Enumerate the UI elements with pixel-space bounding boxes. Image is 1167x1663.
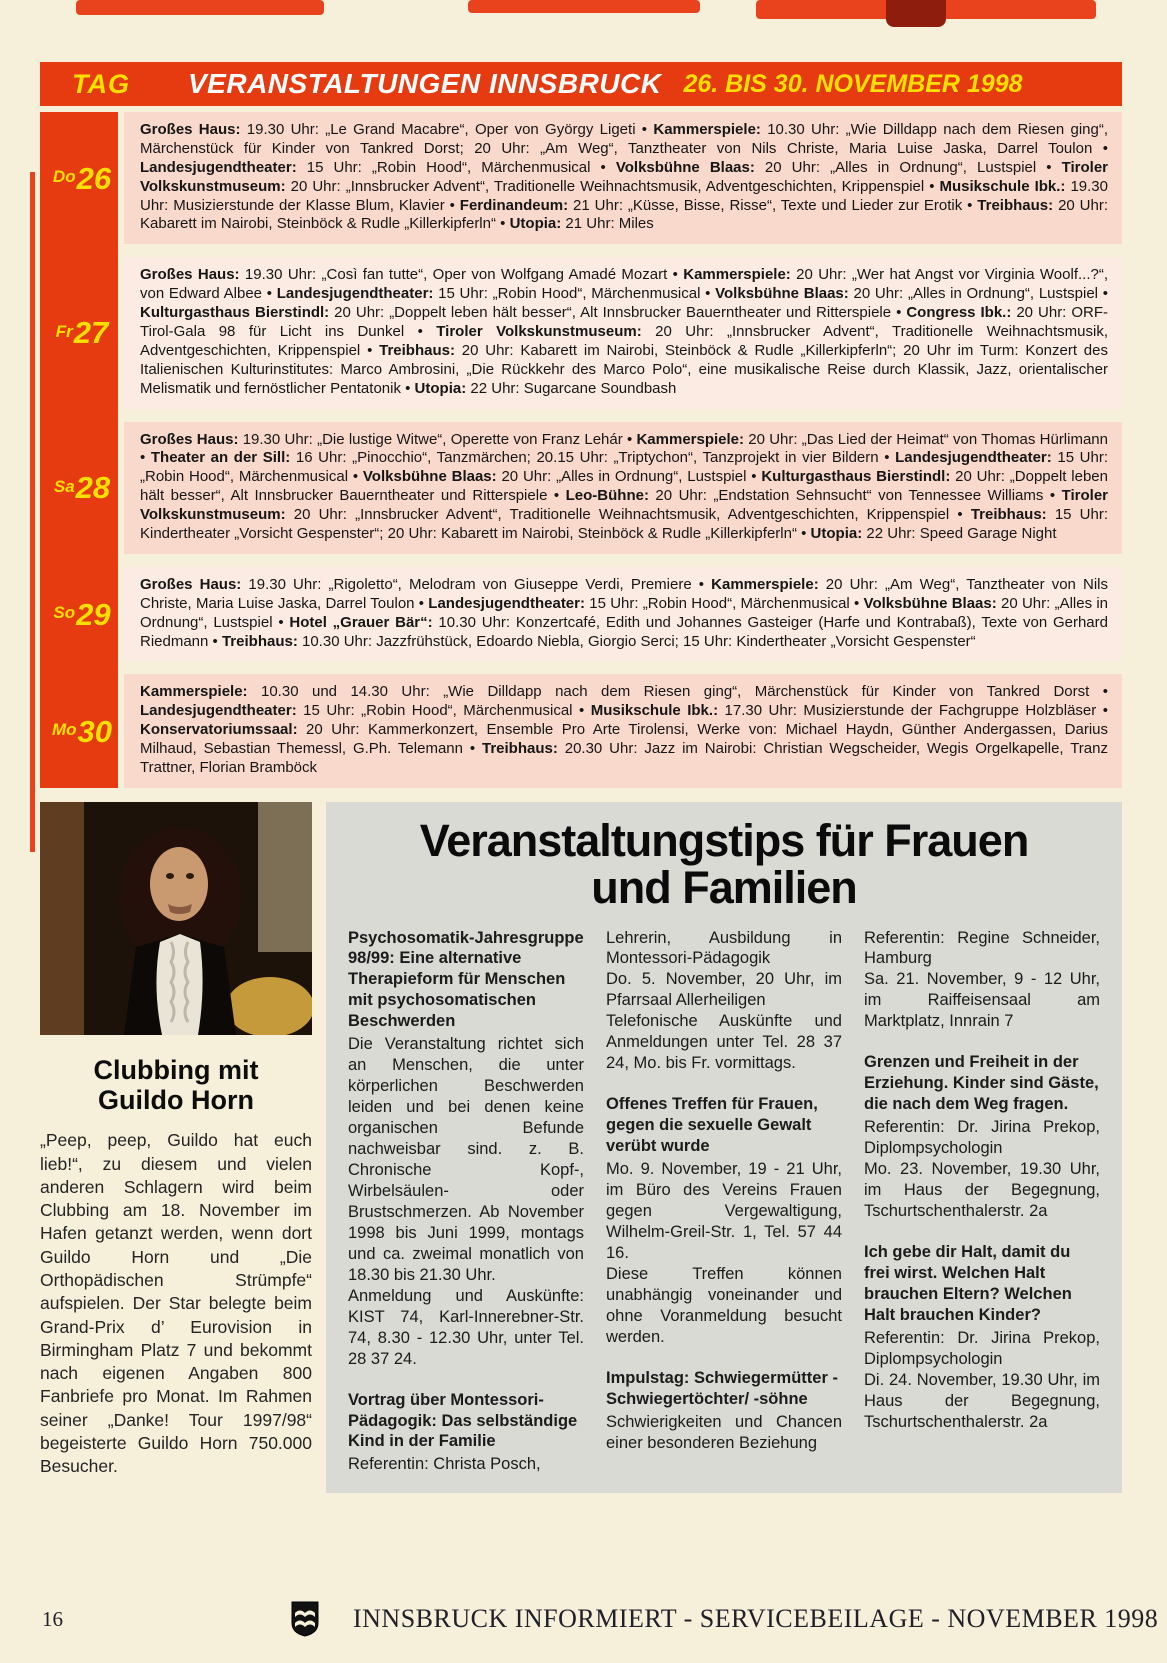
tips-column	[348, 928, 584, 1476]
venue-name: Musikschule Ibk.:	[939, 177, 1066, 195]
venue-name: Tiroler Volkskunstmuseum:	[140, 158, 1109, 195]
venue-name: Congress Ibk.:	[906, 304, 1012, 322]
tips-item-paragraph: Do. 5. November, 20 Uhr, im Pfarrsaal Allerheiligen	[606, 970, 842, 1010]
venue-name: Volksbühne Blaas:	[362, 468, 497, 486]
day-prefix: Mo	[51, 720, 77, 740]
venue-name: Volksbühne Blaas:	[715, 285, 849, 303]
event-listing-text	[124, 674, 1122, 787]
day-label	[40, 567, 124, 662]
event-rows	[40, 112, 1122, 788]
tips-column	[606, 928, 842, 1476]
tips-item-paragraph: Referentin: Christa Posch,	[348, 1455, 541, 1474]
tips-item-paragraph: Referentin: Regine Schneider, Hamburg	[864, 928, 1100, 968]
venue-name: Utopia:	[810, 525, 863, 543]
event-detail: 10.30 und 14.30 Uhr: „Wie Dilldapp nach dem Riesen ging“, Märchenstück für Kinder von Tankred Dorst •	[247, 683, 1108, 701]
event-detail: 20.30 Uhr: Jazz im Nairobi: Christian Wegscheider, Wegis Orgelkapelle, Tranz Trattner, Florian Bramböck	[140, 740, 1108, 777]
venue-name: Leo-Bühne:	[565, 487, 649, 505]
event-detail: 20 Uhr: „Endstation Sehnsucht“ von Tennessee Williams •	[648, 487, 1062, 505]
event-detail: 20 Uhr: „Alles in Ordnung“, Lustspiel •	[754, 158, 1062, 176]
magazine-page	[40, 62, 1122, 1493]
venue-name: Landesjugendtheater:	[428, 594, 585, 612]
event-detail: 22 Uhr: Sugarcane Soundbash	[466, 379, 677, 397]
day-prefix: Do	[52, 167, 76, 187]
day-number: 27	[73, 315, 109, 351]
clubbing-headline	[40, 1055, 312, 1115]
venue-name: Kulturgasthaus Bierstindl:	[761, 468, 951, 486]
tips-columns	[348, 928, 1100, 1476]
event-day-row	[40, 567, 1122, 662]
clubbing-headline-line2: Guildo Horn	[98, 1085, 254, 1116]
events-calendar	[40, 112, 1122, 788]
event-listing-text	[124, 567, 1122, 662]
event-detail: 21 Uhr: Miles	[561, 215, 654, 233]
event-detail: 17.30 Uhr: Musizierstunde der Fachgruppe Holzbläser •	[718, 702, 1108, 720]
event-detail: 21 Uhr: „Küsse, Bisse, Risse“, Texte und Lieder zur Erotik •	[568, 196, 978, 214]
tips-item-paragraph: Diese Treffen können unabhängig voneinander und ohne Voranmeldung besucht werden.	[606, 1264, 842, 1346]
day-label	[40, 112, 124, 244]
day-number: 28	[75, 470, 111, 506]
tips-title-line1: Veranstaltungstips für Frauen	[419, 814, 1029, 866]
tips-column	[864, 928, 1100, 1476]
page-edge-mark	[30, 172, 35, 852]
day-label	[40, 422, 124, 554]
event-detail: 20 Uhr: „Innsbrucker Advent“, Traditionelle Weihnachtsmusik, Adventgeschichten, Krippenspiel •	[285, 506, 971, 524]
venue-name: Landesjugendtheater:	[140, 702, 297, 720]
day-prefix: Sa	[53, 476, 75, 496]
event-detail: 20 Uhr: „Alles in Ordnung“, Lustspiel •	[848, 285, 1108, 303]
venue-name: Landesjugendtheater:	[140, 158, 297, 176]
tips-title	[348, 814, 1100, 913]
venue-name: Tiroler Volkskunstmuseum:	[436, 323, 642, 341]
event-detail: 20 Uhr: Kabarett im Nairobi, Steinböck & Rudle „Killerkipferln“ •	[140, 196, 1109, 233]
tips-item-heading: Grenzen und Freiheit in der Erziehung. Kinder sind Gäste, die nach dem Weg fragen.	[864, 1053, 1099, 1114]
tips-item-paragraph: Schwierigkeiten und Chancen einer besonderen Beziehung	[606, 1412, 842, 1452]
venue-name: Volksbühne Blaas:	[615, 158, 755, 176]
venue-name: Konservatoriumssaal:	[140, 721, 298, 739]
tips-title-line2: und Familien	[591, 861, 857, 913]
event-detail: 20 Uhr: „Das Lied der Heimat“ von Thomas Hürlimann •	[140, 430, 1108, 467]
event-detail: 20 Uhr: „Alles in Ordnung“, Lustspiel •	[496, 468, 762, 486]
venue-name: Treibhaus:	[970, 506, 1047, 524]
venue-name: Volksbühne Blaas:	[863, 594, 997, 612]
day-number: 26	[76, 160, 112, 196]
event-detail: 20 Uhr: „Doppelt leben hält besser“, Alt Innsbrucker Bauerntheater und Ritterspiele •	[140, 468, 1108, 505]
page-footer	[42, 1601, 1159, 1637]
tips-item-paragraph: Die Veranstaltung richtet sich an Menschen, die unter körperlichen Beschwerden leiden und bei denen keine organischen Befunde nachweisbar sind. z. B. Chronische Kopf-, Wirbelsäulen- oder Brustschmerzen. Ab November 1998 bis Juni 1999, montags und ca. zweimal monatlich von 18.30 bis 21.30 Uhr.	[348, 1035, 584, 1284]
event-detail: 19.30 Uhr: „Die lustige Witwe“, Operette von Franz Lehár •	[238, 430, 637, 448]
event-detail: 20 Uhr: „Innsbrucker Advent“, Traditionelle Weihnachtsmusik, Adventgeschichten, Krippenspiel •	[140, 323, 1108, 359]
bottom-section	[40, 802, 1122, 1493]
venue-name: Landesjugendtheater:	[276, 285, 434, 303]
event-detail: 10.30 Uhr: „Wie Dilldapp nach dem Riesen ging“, Märchenstück für Kinder von Tankred Dorst; 20 Uhr: „Am Weg“, Tanztheater von Nils Christe, Maria Luise Jaska, Darrel Toulon •	[140, 121, 1109, 157]
venue-name: Musikschule Ibk.:	[590, 702, 719, 720]
event-detail: 19.30 Uhr: „Rigoletto“, Melodram von Giuseppe Verdi, Premiere •	[241, 575, 712, 593]
event-listing-text	[124, 257, 1122, 408]
tips-item-paragraph: Mo. 9. November, 19 - 21 Uhr, im Büro des Vereins Frauen gegen Vergewaltigung, Wilhelm-Greil-Str. 1, Tel. 57 44 16.	[606, 1160, 842, 1262]
event-detail: 15 Uhr: „Robin Hood“, Märchenmusical •	[296, 158, 616, 176]
tips-box	[326, 802, 1122, 1493]
event-detail: 10.30 Uhr: Jazzfrühstück, Edoardo Niebla, Giorgio Serci; 15 Uhr: Kindertheater „Vorsicht Gespenster“	[297, 632, 976, 650]
event-detail: 20 Uhr: „Am Weg“, Tanztheater von Nils Christe, Maria Luise Jaska, Darrel Toulon •	[140, 575, 1108, 612]
clubbing-headline-line1: Clubbing mit	[93, 1054, 259, 1085]
venue-name: Großes Haus:	[140, 266, 240, 284]
tips-item-heading: Impulstag: Schwiegermütter - Schwiegertöchter/ -söhne	[606, 1368, 838, 1408]
event-detail: 20 Uhr: „Doppelt leben hält besser“, Alt Innsbrucker Bauerntheater und Ritterspiele •	[329, 304, 907, 322]
tag-column-label: TAG	[72, 68, 130, 99]
date-range: 26. BIS 30. NOVEMBER 1998	[683, 69, 1023, 98]
venue-name: Großes Haus:	[140, 430, 239, 448]
guildo-horn-photo	[40, 802, 312, 1035]
venue-name: Treibhaus:	[379, 341, 455, 359]
event-detail: 10.30 Uhr: Konzertcafé, Edith und Johannes Gasteiger (Harfe und Kontrabaß), Texte von Gerhard Riedmann •	[140, 613, 1108, 650]
day-label	[40, 674, 124, 787]
day-prefix: Fr	[55, 321, 73, 341]
event-day-row	[40, 257, 1122, 408]
venue-name: Kammerspiele:	[636, 430, 745, 448]
scan-artifact	[468, 0, 700, 13]
page-number: 16	[42, 1606, 63, 1631]
tips-item-paragraph: Anmeldung und Auskünfte: KIST 74, Karl-Innerebner-Str. 74, 8.30 - 12.30 Uhr, unter Tel. 28 37 24.	[348, 1286, 584, 1368]
event-detail: 20 Uhr: Kammerkonzert, Ensemble Pro Arte Tirolensi, Werke von: Michael Haydn, Günther Andergassen, Darius Milhaud, Sebastian Themessl, G.Ph. Telemann •	[140, 721, 1108, 758]
event-day-row	[40, 112, 1122, 244]
event-detail: 20 Uhr: ORF-Tirol-Gala 98 für Licht ins Dunkel •	[140, 304, 1109, 341]
event-detail: 19.30 Uhr: „Le Grand Macabre“, Oper von György Ligeti •	[240, 121, 654, 138]
day-prefix: So	[53, 603, 76, 623]
day-number: 30	[77, 713, 113, 749]
event-detail: 20 Uhr: „Wer hat Angst vor Virginia Woolf...?“, von Edward Albee •	[140, 266, 1108, 303]
event-detail: 20 Uhr: „Alles in Ordnung“, Lustspiel •	[140, 594, 1109, 631]
event-detail: 15 Uhr: „Robin Hood“, Märchenmusical •	[433, 285, 716, 303]
tips-item-paragraph: Lehrerin, Ausbildung in Montessori-Pädagogik	[606, 928, 842, 968]
venue-name: Großes Haus:	[140, 575, 242, 593]
venue-name: Kammerspiele:	[711, 575, 819, 593]
venue-name: Ferdinandeum:	[459, 196, 569, 214]
venue-name: Utopia:	[414, 379, 467, 397]
event-day-row	[40, 422, 1122, 554]
innsbruck-coat-of-arms-icon	[291, 1601, 319, 1637]
tips-item-heading: Psychosomatik-Jahresgruppe 98/99: Eine alternative Therapieform für Menschen mit psychosomatischen Beschwerden	[348, 928, 584, 1031]
tips-item-paragraph: Referentin: Dr. Jirina Prekop, Diplompsychologin	[864, 1118, 1100, 1158]
venue-name: Treibhaus:	[481, 740, 558, 758]
events-header-bar	[40, 62, 1122, 106]
event-detail: 22 Uhr: Speed Garage Night	[862, 525, 1057, 543]
tips-item-paragraph: Referentin: Dr. Jirina Prekop, Diplompsychologin	[864, 1328, 1100, 1368]
clubbing-body-text: „Peep, peep, Guildo hat euch lieb!“, zu diesem und vielen anderen Schlagern wird beim Clubbing am 18. November im Hafen getanzt werden, wenn dort Guildo Horn und „Die Orthopädischen Strümpfe“ aufspielen. Der Star belegte beim Grand-Prix d’ Eurovision in Birmingham Platz 7 und bekommt nach eigenen Angaben 800 Fanbriefe pro Monat. Im Rahmen seiner „Danke! Tour 1997/98“ begeisterte Guildo Horn 750.000 Besucher.	[40, 1130, 312, 1477]
event-listing-text	[124, 112, 1122, 244]
event-day-row	[40, 674, 1122, 787]
scan-artifact	[886, 0, 946, 27]
tips-item-heading: Ich gebe dir Halt, damit du frei wirst. Welchen Halt brauchen Eltern? Welchen Halt brauchen Kinder?	[864, 1242, 1072, 1324]
event-listing-text	[124, 422, 1122, 554]
event-detail: 19.30 Uhr: Musizierstunde der Klasse Blum, Klavier •	[140, 177, 1108, 214]
venue-name: Utopia:	[509, 215, 562, 233]
venue-name: Treibhaus:	[977, 196, 1054, 214]
tips-item-paragraph: Sa. 21. November, 9 - 12 Uhr, im Raiffeisensaal am Marktplatz, Innrain 7	[864, 970, 1100, 1031]
venue-name: Theater an der Sill:	[150, 449, 291, 467]
event-detail: 19.30 Uhr: „Così fan tutte“, Oper von Wolfgang Amadé Mozart •	[239, 266, 684, 284]
tips-item-paragraph: Telefonische Auskünfte und Anmeldungen unter Tel. 28 37 24, Mo. bis Fr. vormittags.	[606, 1012, 842, 1073]
venue-name: Kammerspiele:	[140, 683, 248, 701]
event-detail: 20 Uhr: Kabarett im Nairobi, Steinböck & Rudle „Killerkipferln“; 20 Uhr im Turm: Konzert des Italienischen Kulturinstitutes: Marco Ambrosini, „Die Rückkehr des Marco Polo“, eine musikalische Reise durch Klassik, Jazz, orientalischer Melismatik und fernöstlicher Pentatonik •	[140, 341, 1108, 397]
clubbing-article	[40, 802, 312, 1478]
event-detail: 15 Uhr: „Robin Hood“, Märchenmusical •	[296, 702, 591, 720]
day-number: 29	[76, 596, 111, 632]
venue-name: Kammerspiele:	[653, 121, 761, 138]
venue-name: Großes Haus:	[140, 121, 241, 138]
day-label	[40, 257, 124, 408]
event-detail: 20 Uhr: „Innsbrucker Advent“, Traditionelle Weihnachtsmusik, Adventgeschichten, Krippenspiel •	[285, 177, 940, 195]
event-detail: 16 Uhr: „Pinocchio“, Tanzmärchen; 20.15 Uhr: „Triptychon“, Tanzprojekt in vier Bildern •	[290, 449, 896, 467]
tips-item-paragraph: Di. 24. November, 19.30 Uhr, im Haus der Begegnung, Tschurtschenthalerstr. 2a	[864, 1370, 1100, 1431]
tips-item-heading: Offenes Treffen für Frauen, gegen die sexuelle Gewalt verübt wurde	[606, 1095, 818, 1156]
event-detail: 15 Uhr: „Robin Hood“, Märchenmusical •	[584, 594, 864, 612]
event-detail: 15 Uhr: Kindertheater „Vorsicht Gespenster“; 20 Uhr: Kabarett im Nairobi, Steinböck & Rudle „Killerkipferln“ •	[140, 506, 1109, 543]
tips-item-paragraph: Mo. 23. November, 19.30 Uhr, im Haus der Begegnung, Tschurtschenthalerstr. 2a	[864, 1160, 1100, 1220]
scan-artifact	[76, 0, 324, 15]
venue-name: Treibhaus:	[221, 632, 298, 650]
footer-text: INNSBRUCK INFORMIERT - SERVICEBEILAGE - NOVEMBER 1998	[353, 1604, 1159, 1633]
tips-item-heading: Vortrag über Montessori-Pädagogik: Das selbständige Kind in der Familie	[348, 1390, 578, 1451]
venue-name: Kammerspiele:	[683, 266, 791, 284]
venue-name: Landesjugendtheater:	[895, 449, 1052, 467]
event-detail: 15 Uhr: „Robin Hood“, Märchenmusical •	[140, 449, 1109, 486]
page-title: VERANSTALTUNGEN INNSBRUCK	[188, 68, 662, 99]
venue-name: Tiroler Volkskunstmuseum:	[140, 487, 1108, 524]
venue-name: Kulturgasthaus Bierstindl:	[140, 304, 330, 322]
venue-name: Hotel „Grauer Bär“:	[289, 613, 433, 631]
